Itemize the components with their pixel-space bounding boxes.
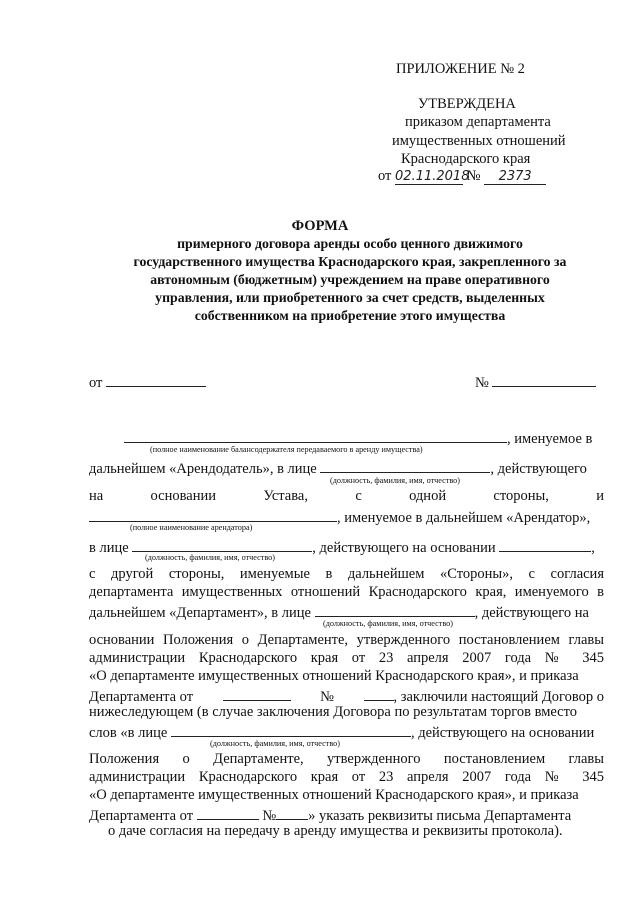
order-number-blank[interactable]: [364, 686, 394, 701]
handwritten-date: 02.11.2018: [395, 169, 470, 184]
from-field: [89, 372, 206, 392]
order-date-line: [378, 168, 546, 185]
caption-lessor-rep: (должность, фамилия, имя, отчество): [330, 476, 460, 485]
letter-number-blank[interactable]: [276, 805, 308, 820]
paragraph-line-4: , именуемое в дальнейшем «Арендатор»,: [89, 507, 590, 527]
alt-rep-blank[interactable]: [171, 722, 411, 737]
appendix-number: ПРИЛОЖЕНИЕ № 2: [396, 61, 525, 77]
date-prefix: от: [378, 168, 392, 184]
paragraph-line-14: слов «в лице , действующего на основании: [89, 722, 594, 742]
lessee-basis-blank[interactable]: [499, 537, 591, 552]
lessee-rep-blank[interactable]: [132, 537, 312, 552]
paragraph-line-2: дальнейшем «Арендодатель», в лице , действующего: [89, 458, 587, 478]
paragraph-line-16: администрации Краснодарского края от 23 апреля 2007 года № 345: [89, 769, 604, 785]
paragraph-line-3: на основании Устава, с одной стороны, и: [89, 488, 604, 504]
number-blank[interactable]: [492, 372, 596, 387]
form-title: ФОРМА: [291, 218, 349, 234]
paragraph-line-18: Департамента от № » указать реквизиты письма Департамента: [89, 805, 571, 825]
paragraph-line-9: основании Положения о Департаменте, утвержденного постановлением главы: [89, 632, 604, 648]
paragraph-line-12: Департамента от № , заключили настоящий Договор о: [89, 686, 604, 706]
caption-lessee-rep: (должность, фамилия, имя, отчество): [145, 553, 275, 562]
approved-heading: УТВЕРЖДЕНА: [418, 96, 516, 112]
title-line-3: автономным (бюджетным) учреждением на праве оперативного: [150, 272, 550, 287]
paragraph-line-5: в лице , действующего на основании ,: [89, 537, 595, 557]
paragraph-line-19: о даче согласия на передачу в аренду имущества и реквизиты протокола).: [108, 823, 563, 839]
paragraph-line-13: нижеследующем (в случае заключения Договора по результатам торгов вместо: [89, 704, 577, 720]
order-date-blank[interactable]: [223, 686, 291, 701]
paragraph-line-15: Положения о Департаменте, утвержденного постановлением главы: [89, 751, 604, 767]
number-sign: №: [466, 168, 481, 184]
order-line-1: приказом департамента: [405, 114, 551, 130]
paragraph-line-8: дальнейшем «Департамент», в лице , действующего на: [89, 602, 589, 622]
order-line-2: имущественных отношений: [392, 133, 566, 149]
handwritten-number: 2373: [484, 169, 546, 185]
caption-lessor: (полное наименование балансодержателя передаваемого в аренду имущества): [150, 445, 423, 454]
title-line-2: государственного имущества Краснодарского края, закрепленного за: [133, 254, 567, 269]
order-line-3: Краснодарского края: [401, 151, 531, 167]
number-label: №: [475, 375, 489, 391]
paragraph-line-11: «О департаменте имущественных отношений Краснодарского края», и приказа: [89, 668, 579, 684]
paragraph-line-17: «О департаменте имущественных отношений Краснодарского края», и приказа: [89, 787, 579, 803]
title-line-5: собственником на приобретение этого имущества: [194, 308, 506, 323]
department-rep-blank[interactable]: [315, 602, 475, 617]
from-label: от: [89, 375, 103, 391]
from-blank[interactable]: [106, 372, 206, 387]
title-line-4: управления, или приобретенного за счет средств, выделенных: [155, 290, 545, 305]
lessor-rep-blank[interactable]: [320, 458, 490, 473]
caption-lessee: (полное наименование арендатора): [130, 523, 253, 532]
number-field: [475, 372, 596, 392]
title-line-1: примерного договора аренды особо ценного движимого: [177, 236, 523, 251]
paragraph-line-6: с другой стороны, именуемые в дальнейшем «Стороны», с согласия: [89, 566, 604, 582]
letter-date-blank[interactable]: [197, 805, 259, 820]
caption-department-rep: (должность, фамилия, имя, отчество): [323, 619, 453, 628]
caption-alt-rep: (должность, фамилия, имя, отчество): [210, 739, 340, 748]
paragraph-line-10: администрации Краснодарского края от 23 апреля 2007 года № 345: [89, 650, 604, 666]
lessor-name-blank[interactable]: [124, 428, 507, 443]
paragraph-line-1: , именуемое в: [124, 428, 592, 448]
lessee-name-blank[interactable]: [89, 507, 337, 522]
paragraph-line-7: департамента имущественных отношений Краснодарского края, именуемого в: [89, 584, 604, 600]
